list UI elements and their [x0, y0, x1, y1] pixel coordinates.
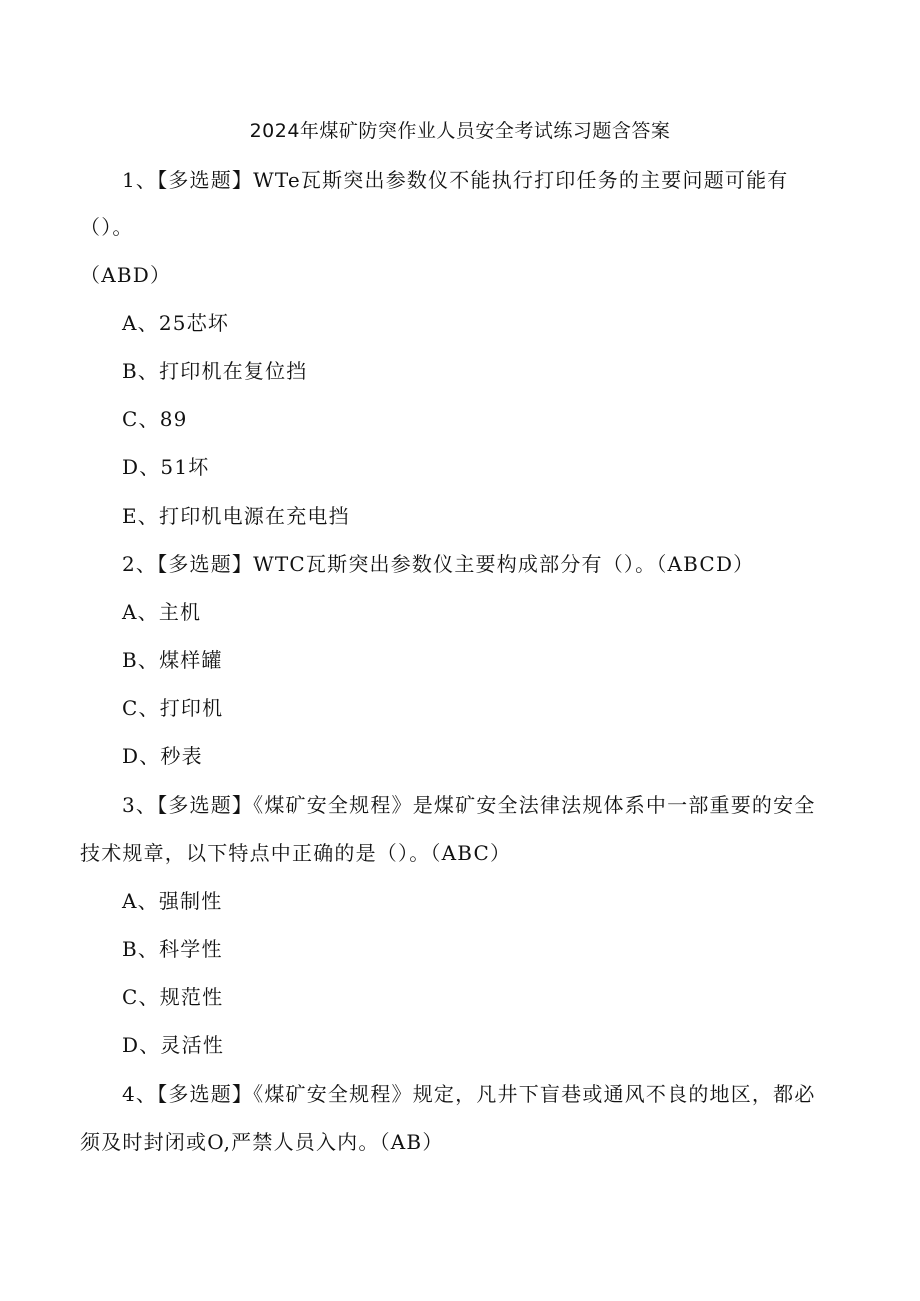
question-3-option-b: B、科学性 — [122, 937, 223, 961]
question-1-text: 1、【多选题】WTe瓦斯突出参数仪不能执行打印任务的主要问题可能有 — [122, 168, 789, 192]
question-2-option-b: B、煤样罐 — [122, 648, 223, 672]
question-3-option-d: D、灵活性 — [122, 1033, 225, 1057]
question-3-text-cont: 技术规章，以下特点中正确的是（）。（ABC） — [80, 841, 512, 865]
question-1-option-c: C、89 — [122, 407, 188, 431]
question-1-option-e: E、打印机电源在充电挡 — [122, 504, 350, 528]
question-2-option-d: D、秒表 — [122, 744, 203, 768]
question-1-option-d: D、51坏 — [122, 455, 210, 479]
question-2-text: 2、【多选题】WTC瓦斯突出参数仪主要构成部分有（）。（ABCD） — [122, 552, 755, 576]
question-4-text-cont: 须及时封闭或O,严禁人员入内。（AB） — [80, 1130, 444, 1154]
question-2-option-c: C、打印机 — [122, 696, 224, 720]
question-2-option-a: A、主机 — [122, 600, 202, 624]
document-title: 2024年煤矿防突作业人员安全考试练习题含答案 — [249, 120, 671, 142]
question-1-answer: （ABD） — [80, 263, 172, 287]
question-1-text-cont: （）。 — [80, 215, 134, 239]
question-3-option-a: A、强制性 — [122, 889, 223, 913]
question-1-option-b: B、打印机在复位挡 — [122, 359, 308, 383]
question-3-text: 3、【多选题】《煤矿安全规程》是煤矿安全法律法规体系中一部重要的安全 — [122, 793, 816, 817]
question-4-text: 4、【多选题】《煤矿安全规程》规定，凡井下盲巷或通风不良的地区，都必 — [122, 1082, 816, 1106]
question-3-option-c: C、规范性 — [122, 985, 224, 1009]
question-1-option-a: A、25芯坏 — [122, 311, 230, 335]
